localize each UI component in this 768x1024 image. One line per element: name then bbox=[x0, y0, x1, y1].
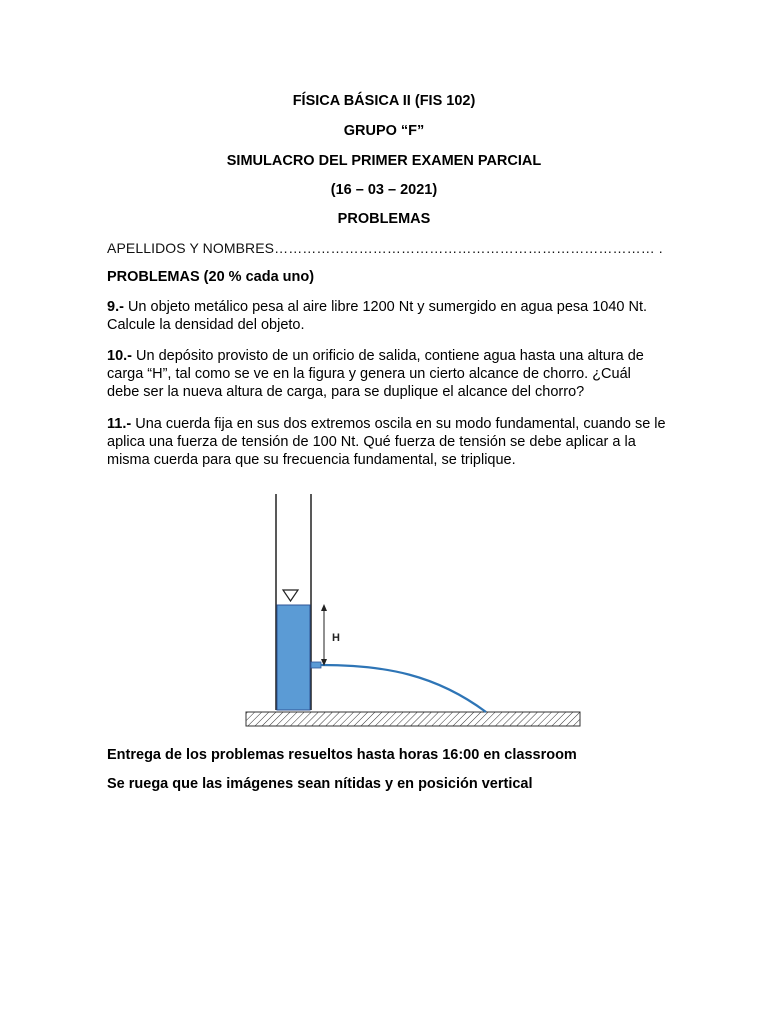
problem-text: Una cuerda fija en sus dos extremos oscila en su modo fundamental, cuando se le aplica una fuerza de tensión de 100 Nt. Qué fuerza de tensión se debe aplicar a la misma cuerda para que su frecuencia fundamental, se triplique. bbox=[107, 416, 666, 468]
image-request-note: Se ruega que las imágenes sean nítidas y en posición vertical bbox=[107, 776, 533, 792]
arrow-head-up-icon bbox=[321, 604, 327, 611]
water-jet bbox=[321, 665, 486, 712]
water-column bbox=[277, 605, 310, 710]
height-label: H bbox=[332, 632, 340, 644]
free-surface-icon bbox=[283, 590, 298, 601]
exam-title: SIMULACRO DEL PRIMER EXAMEN PARCIAL bbox=[226, 153, 542, 169]
orifice-nozzle bbox=[311, 662, 321, 668]
problem-number: 9.- bbox=[107, 299, 124, 315]
ground-hatch bbox=[246, 712, 580, 726]
problem-number: 10.- bbox=[107, 348, 132, 364]
section-title: PROBLEMAS bbox=[337, 211, 431, 227]
problem-11 bbox=[107, 415, 667, 469]
problem-9 bbox=[107, 298, 667, 334]
delivery-note: Entrega de los problemas resueltos hasta horas 16:00 en classroom bbox=[107, 747, 577, 763]
problem-text: Un depósito provisto de un orificio de salida, contiene agua hasta una altura de carga “H”, tal como se ve en la figura y genera un cierto alcance de chorro. ¿Cuál debe ser la nueva altura de carga, para se duplique el alcance del chorro? bbox=[107, 348, 644, 400]
problem-10 bbox=[107, 347, 667, 401]
tank-jet-figure bbox=[236, 490, 596, 730]
name-field-line: APELLIDOS Y NOMBRES……………………………………………………………………… . bbox=[107, 240, 663, 256]
exam-date: (16 – 03 – 2021) bbox=[330, 182, 438, 198]
course-title: FÍSICA BÁSICA II (FIS 102) bbox=[292, 93, 476, 109]
group-title: GRUPO “F” bbox=[343, 123, 425, 139]
problem-text: Un objeto metálico pesa al aire libre 1200 Nt y sumergido en agua pesa 1040 Nt. Calcule la densidad del objeto. bbox=[107, 299, 648, 333]
problems-heading: PROBLEMAS (20 % cada uno) bbox=[107, 269, 315, 285]
problem-number: 11.- bbox=[107, 416, 132, 432]
